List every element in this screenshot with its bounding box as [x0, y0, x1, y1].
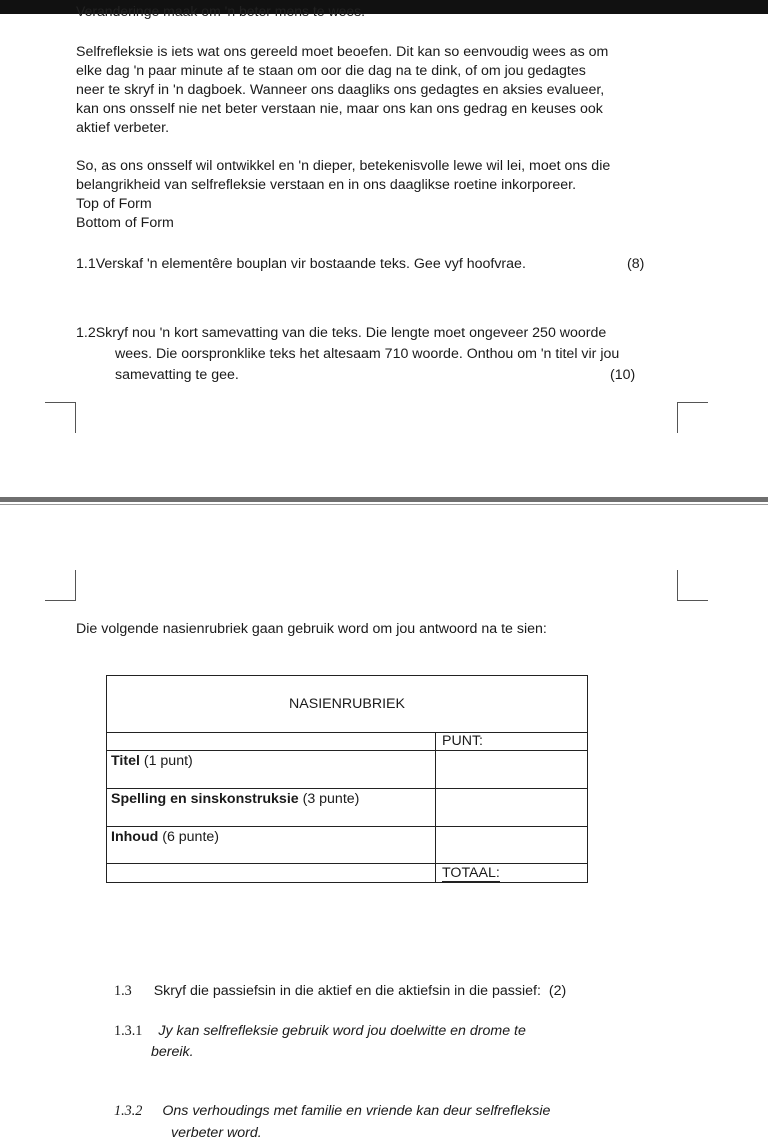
- question-number: 1.3.1: [114, 1023, 143, 1039]
- cut-off-line: Veranderinge maak om 'n beter mens te wees.: [76, 6, 366, 19]
- sentence-line: Jy kan selfrefleksie gebruik word jou doelwitte en drome te: [158, 1023, 526, 1039]
- criterion-name: Spelling en sinskonstruksie: [111, 791, 299, 807]
- question-text: Skryf die passiefsin in die aktief en die aktiefsin in die passief:: [153, 983, 541, 999]
- question-1-1-marks: (8): [627, 256, 645, 272]
- rubric-total-row: [107, 864, 588, 883]
- question-1-1: [76, 254, 526, 275]
- rubric-row-spelling: [107, 789, 588, 827]
- paragraph-line: neer te skryf in 'n dagboek. Wanneer ons daagliks ons gedagtes en aksies evalueer,: [76, 82, 605, 98]
- crop-mark: [45, 402, 76, 433]
- question-1-2-marks: (10): [610, 367, 636, 383]
- rubric-row-titel: [107, 751, 588, 789]
- criterion-points: (6 punte): [158, 829, 220, 845]
- paragraph-2: [76, 157, 676, 233]
- question-1-3-1: [114, 1021, 526, 1063]
- criterion-points: (3 punte): [298, 791, 360, 807]
- criterion-points: (1 punt): [139, 753, 193, 769]
- question-number: 1.3: [114, 983, 132, 999]
- rubric-header-row: [107, 733, 588, 751]
- question-line: 1.2Skryf nou 'n kort samevatting van die teks. Die lengte moet ongeveer 250 woorde: [76, 325, 607, 341]
- page-divider: [0, 497, 768, 502]
- paragraph-1: [76, 43, 676, 138]
- paragraph-line: elke dag 'n paar minute af te staan om oor die dag na te dink, of om jou gedagtes: [76, 63, 586, 79]
- question-1-3: [114, 980, 566, 1002]
- question-1-3-2: [114, 1100, 550, 1144]
- rubric-row-inhoud: [107, 827, 588, 864]
- paragraph-line: kan ons onsself nie net beter verstaan nie, maar ons kan ons gedrag en keuses ook: [76, 101, 603, 117]
- question-text: 1.1Verskaf 'n elementêre bouplan vir bostaande teks. Gee vyf hoofvrae.: [76, 256, 526, 272]
- criterion-name: Titel: [111, 753, 140, 769]
- punt-header: PUNT:: [436, 733, 588, 751]
- paragraph-line: aktief verbeter.: [76, 120, 170, 136]
- question-1-2: [76, 323, 619, 386]
- crop-mark: [45, 570, 76, 601]
- score-cell: [436, 751, 588, 789]
- form-bottom-marker: Bottom of Form: [76, 215, 174, 231]
- form-top-marker: Top of Form: [76, 196, 152, 212]
- question-number: 1.3.2: [114, 1103, 143, 1119]
- rubric-intro: Die volgende nasienrubriek gaan gebruik word om jou antwoord na te sien:: [76, 621, 547, 637]
- sentence-line: bereik.: [151, 1044, 194, 1060]
- crop-mark: [677, 570, 708, 601]
- paragraph-line: So, as ons onsself wil ontwikkel en 'n dieper, betekenisvolle lewe wil lei, moet ons die: [76, 158, 611, 174]
- total-label: TOTAAL:: [442, 865, 500, 881]
- question-marks: (2): [548, 983, 567, 999]
- question-line: wees. Die oorspronklike teks het altesaam 710 woorde. Onthou om 'n titel vir jou: [115, 346, 620, 362]
- sentence-line: verbeter word.: [171, 1125, 262, 1141]
- paragraph-line: belangrikheid van selfrefleksie verstaan en in ons daaglikse roetine inkorporeer.: [76, 177, 577, 193]
- criterion-name: Inhoud: [111, 829, 159, 845]
- rubric-title: NASIENRUBRIEK: [107, 676, 588, 733]
- page-divider-line: [0, 504, 768, 505]
- paragraph-line: Selfrefleksie is iets wat ons gereeld moet beoefen. Dit kan so eenvoudig wees as om: [76, 44, 609, 60]
- score-cell: [436, 789, 588, 827]
- crop-mark: [677, 402, 708, 433]
- rubric-title-row: [107, 676, 588, 733]
- score-cell: [436, 827, 588, 864]
- question-line: samevatting te gee.: [115, 367, 239, 383]
- marking-rubric-table: [106, 675, 588, 883]
- sentence-line: Ons verhoudings met familie en vriende kan deur selfrefleksie: [162, 1103, 551, 1119]
